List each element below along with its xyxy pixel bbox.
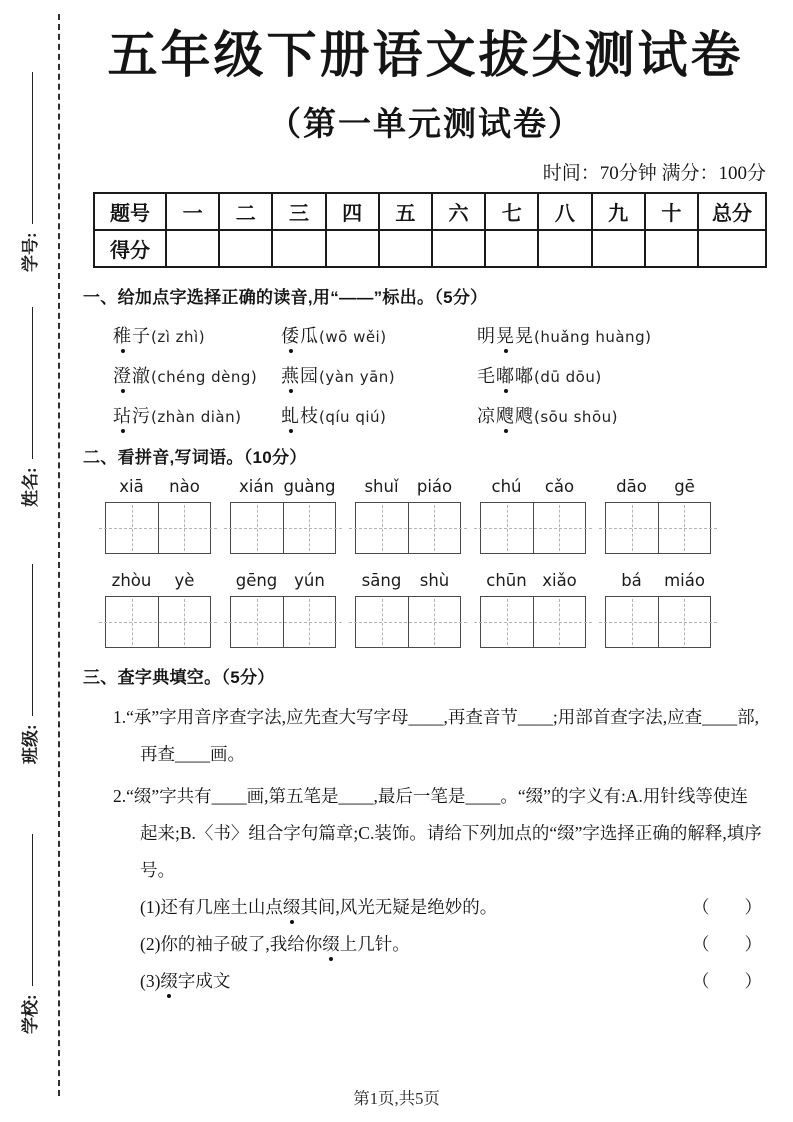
pinyin-word-group bbox=[480, 571, 586, 648]
pronunciation-options: (dū dōu) bbox=[534, 368, 602, 386]
pinyin-syllable: chú bbox=[491, 477, 522, 496]
pinyin-syllable: piáo bbox=[416, 477, 453, 496]
score-table-cell-score-blank bbox=[272, 230, 325, 267]
score-table-cell-score-blank bbox=[326, 230, 379, 267]
pronunciation-item bbox=[113, 402, 281, 428]
writing-grid-cell bbox=[408, 597, 461, 647]
writing-grid-cell bbox=[106, 503, 158, 553]
binding-field-fill-line bbox=[32, 834, 33, 986]
writing-grid-cell bbox=[356, 503, 408, 553]
pronunciation-options: (zhàn diàn) bbox=[151, 408, 242, 426]
binding-field-label: 学校: bbox=[20, 994, 40, 1034]
writing-grid-cell bbox=[356, 597, 408, 647]
pinyin-word-group bbox=[480, 477, 586, 554]
pinyin-syllables bbox=[230, 477, 336, 502]
pinyin-syllable: bá bbox=[621, 571, 642, 590]
pronunciation-options: (huǎng huàng) bbox=[534, 328, 652, 346]
emphasis-dotted-char: 飕 bbox=[496, 406, 515, 426]
emphasis-dotted-char: 澄 bbox=[113, 366, 132, 386]
answer-parentheses: （ ） bbox=[692, 934, 762, 954]
pinyin-syllable: xiā bbox=[119, 477, 144, 496]
pinyin-word-group bbox=[605, 477, 711, 554]
writing-grid-pair bbox=[605, 502, 711, 554]
binding-field-label: 班级: bbox=[20, 724, 40, 764]
score-table-question-row bbox=[94, 193, 766, 230]
score-table-cell-score-blank bbox=[485, 230, 538, 267]
pinyin-syllable: cǎo bbox=[544, 477, 575, 496]
word-text: 枝 bbox=[300, 406, 319, 426]
score-table-cell-question-number: 十 bbox=[645, 193, 698, 230]
writing-grid-cell bbox=[481, 503, 533, 553]
score-table-cell-row-header: 题号 bbox=[94, 193, 166, 230]
answer-parentheses: （ ） bbox=[692, 971, 762, 991]
section2-heading: 二、看拼音,写词语。（10分） bbox=[83, 448, 307, 467]
pinyin-word-group bbox=[105, 477, 211, 554]
pronunciation-item bbox=[113, 322, 281, 348]
writing-grid-cell bbox=[231, 597, 283, 647]
exam-meta: 时间：70分钟 满分：100分 bbox=[542, 163, 766, 184]
score-table-cell-score-blank bbox=[166, 230, 219, 267]
emphasis-dotted-char: 缀 bbox=[160, 971, 178, 991]
word-text: 上几针。 bbox=[339, 934, 410, 954]
score-table-cell-question-number: 三 bbox=[272, 193, 325, 230]
writing-grid-pair bbox=[480, 596, 586, 648]
section3-subitem-1 bbox=[140, 889, 762, 926]
binding-field-3 bbox=[13, 564, 43, 764]
pinyin-syllables bbox=[355, 571, 461, 596]
pinyin-row-2 bbox=[105, 571, 768, 648]
word-text: 字成文 bbox=[177, 971, 231, 991]
pinyin-syllable: gēng bbox=[235, 571, 278, 590]
pronunciation-word bbox=[113, 326, 151, 346]
subitem-sentence bbox=[140, 963, 230, 1000]
pronunciation-item bbox=[281, 362, 477, 388]
pinyin-syllable: chūn bbox=[486, 571, 527, 590]
word-text: 毛 bbox=[477, 366, 496, 386]
emphasis-dotted-char: 缀 bbox=[282, 897, 301, 917]
writing-grid-pair bbox=[605, 596, 711, 648]
word-text: 嘟 bbox=[515, 366, 534, 386]
answer-parentheses: （ ） bbox=[692, 897, 762, 917]
paper-content bbox=[83, 0, 768, 1000]
word-text: (2)你的袖子破了,我给你 bbox=[140, 934, 323, 954]
pinyin-word-group bbox=[105, 571, 211, 648]
writing-grid-pair bbox=[230, 596, 336, 648]
word-text: 其间,风光无疑是绝妙的。 bbox=[300, 897, 498, 917]
writing-grid-pair bbox=[230, 502, 336, 554]
score-table-cell-score-blank bbox=[538, 230, 591, 267]
score-table-cell-score-blank bbox=[432, 230, 485, 267]
pronunciation-item bbox=[477, 402, 768, 428]
pinyin-syllable: xiǎo bbox=[542, 571, 577, 590]
score-table-cell-score-blank bbox=[219, 230, 272, 267]
emphasis-dotted-char: 倭 bbox=[281, 326, 300, 346]
writing-grid-cell bbox=[408, 503, 461, 553]
pinyin-syllable: gē bbox=[674, 477, 695, 496]
section3-item-2: 2.“缀”字共有____画,第五笔是____,最后一笔是____。“缀”的字义有:A.用针线等使连起来;B.〈书〉组合字句篇章;C.装饰。请给下列加点的“缀”字选择正确的解释,填序号。 bbox=[113, 786, 762, 880]
pronunciation-word bbox=[281, 406, 319, 426]
word-text: 凉 bbox=[477, 406, 496, 426]
section3-subitem-3 bbox=[140, 963, 762, 1000]
pronunciation-item bbox=[113, 362, 281, 388]
binding-field-fill-line bbox=[32, 307, 33, 459]
pronunciation-word bbox=[281, 326, 319, 346]
pinyin-syllables bbox=[230, 571, 336, 596]
score-table-cell-question-number: 六 bbox=[432, 193, 485, 230]
writing-grid-cell bbox=[606, 503, 658, 553]
writing-grid-cell bbox=[106, 597, 158, 647]
word-text: (1)还有几座土山点 bbox=[140, 897, 283, 917]
score-table-cell-question-number: 九 bbox=[592, 193, 645, 230]
pinyin-syllable: xián bbox=[239, 477, 274, 496]
section1-items bbox=[113, 322, 768, 428]
pinyin-syllable: yún bbox=[294, 571, 325, 590]
pronunciation-word bbox=[477, 406, 534, 426]
pinyin-syllable: shù bbox=[419, 571, 450, 590]
emphasis-dotted-char: 虬 bbox=[281, 406, 300, 426]
pronunciation-item bbox=[477, 362, 768, 388]
emphasis-dotted-char: 缀 bbox=[322, 934, 340, 954]
section3-subitems bbox=[83, 889, 768, 1000]
pronunciation-item bbox=[281, 322, 477, 348]
writing-grid-pair bbox=[105, 596, 211, 648]
binding-field-2 bbox=[13, 307, 43, 507]
word-text: (3) bbox=[140, 971, 161, 991]
pinyin-syllables bbox=[355, 477, 461, 502]
score-table-cell-question-number: 五 bbox=[379, 193, 432, 230]
pinyin-syllables bbox=[105, 477, 211, 502]
pronunciation-options: (zì zhì) bbox=[151, 328, 206, 346]
word-text: 飕 bbox=[515, 406, 534, 426]
pronunciation-word bbox=[281, 366, 319, 386]
writing-grid-pair bbox=[355, 502, 461, 554]
word-text: 澈 bbox=[132, 366, 151, 386]
word-text: 瓜 bbox=[300, 326, 319, 346]
word-text: 污 bbox=[132, 406, 151, 426]
word-text: 晃 bbox=[515, 326, 534, 346]
pinyin-word-group bbox=[230, 477, 336, 554]
pinyin-syllables bbox=[605, 571, 711, 596]
score-table-score-row bbox=[94, 230, 766, 267]
pinyin-syllable: nào bbox=[169, 477, 200, 496]
pronunciation-item bbox=[477, 322, 768, 348]
section2-rows bbox=[83, 477, 768, 648]
pronunciation-item bbox=[281, 402, 477, 428]
score-table-body bbox=[94, 193, 766, 267]
pinyin-syllable: miáo bbox=[664, 571, 705, 590]
binding-field-label: 学号: bbox=[20, 232, 40, 272]
subitem-sentence bbox=[140, 889, 497, 926]
writing-grid-pair bbox=[105, 502, 211, 554]
pinyin-syllable: shuǐ bbox=[364, 477, 399, 496]
pinyin-syllables bbox=[480, 477, 586, 502]
binding-field-1 bbox=[13, 72, 43, 272]
binding-field-label: 姓名: bbox=[20, 467, 40, 507]
pinyin-syllables bbox=[605, 477, 711, 502]
writing-grid-cell bbox=[533, 597, 586, 647]
pronunciation-options: (wō wěi) bbox=[319, 328, 387, 346]
score-table-cell-score-header: 得分 bbox=[94, 230, 166, 267]
binding-field-fill-line bbox=[32, 72, 33, 224]
writing-grid-pair bbox=[355, 596, 461, 648]
pinyin-word-group bbox=[230, 571, 336, 648]
writing-grid-pair bbox=[480, 502, 586, 554]
pronunciation-word bbox=[113, 366, 151, 386]
pronunciation-word bbox=[113, 406, 151, 426]
pinyin-syllable: sāng bbox=[361, 571, 402, 590]
pinyin-syllable: yè bbox=[174, 571, 195, 590]
score-table-cell-score-blank bbox=[645, 230, 698, 267]
pinyin-syllable: guàng bbox=[283, 477, 336, 496]
score-table-cell-question-number: 总分 bbox=[698, 193, 766, 230]
binding-dashed-line bbox=[58, 14, 60, 1096]
word-text: 明 bbox=[477, 326, 496, 346]
emphasis-dotted-char: 燕 bbox=[281, 366, 300, 386]
section3-item-1: 1.“承”字用音序查字法,应先查大写字母____,再查音节____;用部首查字法,应查____部,再查____画。 bbox=[113, 707, 760, 764]
writing-grid-cell bbox=[158, 503, 211, 553]
section1-heading: 一、给加点字选择正确的读音,用“——”标出。（5分） bbox=[83, 288, 488, 307]
emphasis-dotted-char: 玷 bbox=[113, 406, 132, 426]
writing-grid-cell bbox=[658, 597, 711, 647]
page-title: 五年级下册语文拔尖测试卷 bbox=[107, 27, 744, 83]
writing-grid-cell bbox=[283, 597, 336, 647]
score-table-cell-question-number: 八 bbox=[538, 193, 591, 230]
pinyin-syllable: zhòu bbox=[111, 571, 152, 590]
section3-subitem-2 bbox=[140, 926, 762, 963]
emphasis-dotted-char: 晃 bbox=[496, 326, 515, 346]
score-table-cell-score-blank bbox=[592, 230, 645, 267]
pinyin-syllables bbox=[480, 571, 586, 596]
pronunciation-word bbox=[477, 366, 534, 386]
pronunciation-options: (yàn yān) bbox=[319, 368, 396, 386]
score-table-cell-question-number: 二 bbox=[219, 193, 272, 230]
word-text: 子 bbox=[132, 326, 151, 346]
pronunciation-options: (sōu shōu) bbox=[534, 408, 618, 426]
pinyin-word-group bbox=[355, 477, 461, 554]
writing-grid-cell bbox=[231, 503, 283, 553]
score-table-cell-question-number: 七 bbox=[485, 193, 538, 230]
page-subtitle: （第一单元测试卷） bbox=[268, 107, 583, 143]
writing-grid-cell bbox=[158, 597, 211, 647]
pronunciation-options: (chéng dèng) bbox=[151, 368, 258, 386]
score-table-cell-score-blank bbox=[379, 230, 432, 267]
pinyin-syllables bbox=[105, 571, 211, 596]
writing-grid-cell bbox=[658, 503, 711, 553]
writing-grid-cell bbox=[283, 503, 336, 553]
subitem-sentence bbox=[140, 926, 410, 963]
score-table-cell-score-blank bbox=[698, 230, 766, 267]
score-table-cell-question-number: 一 bbox=[166, 193, 219, 230]
score-table-cell-question-number: 四 bbox=[326, 193, 379, 230]
pinyin-word-group bbox=[355, 571, 461, 648]
writing-grid-cell bbox=[533, 503, 586, 553]
binding-field-4 bbox=[13, 834, 43, 1034]
writing-grid-cell bbox=[606, 597, 658, 647]
emphasis-dotted-char: 稚 bbox=[113, 326, 132, 346]
word-text: 园 bbox=[300, 366, 319, 386]
pronunciation-options: (qíu qiú) bbox=[319, 408, 387, 426]
score-table bbox=[93, 192, 767, 268]
pinyin-word-group bbox=[605, 571, 711, 648]
emphasis-dotted-char: 嘟 bbox=[496, 366, 515, 386]
binding-field-fill-line bbox=[32, 564, 33, 716]
writing-grid-cell bbox=[481, 597, 533, 647]
pinyin-syllable: dāo bbox=[616, 477, 647, 496]
page-number: 第1页,共5页 bbox=[353, 1089, 440, 1108]
section3-heading: 三、查字典填空。（5分） bbox=[83, 668, 275, 687]
pronunciation-word bbox=[477, 326, 534, 346]
pinyin-row-1 bbox=[105, 477, 768, 554]
